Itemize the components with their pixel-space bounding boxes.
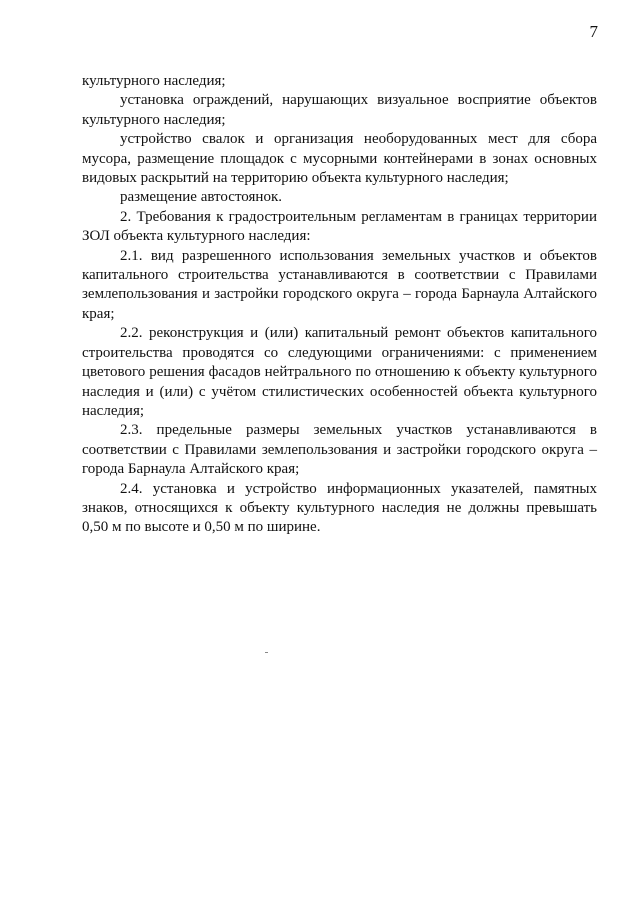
paragraph-dumps: устройство свалок и организация необорудованных мест для сбора мусора, размещение площадок с мусорными контейнерами в зонах основных видовых раскрытий на территорию объекта культурного наследия; bbox=[82, 131, 597, 187]
page-number: 7 bbox=[589, 22, 598, 41]
paragraph-fences: установка ограждений, нарушающих визуальное восприятие объектов культурного наследия; bbox=[82, 92, 597, 128]
section-heading-requirements: 2. Требования к градостроительным регламентам в границах территории ЗОЛ объекта культурного наследия: bbox=[82, 208, 597, 245]
paragraph-continuation: культурного наследия; bbox=[82, 73, 226, 89]
scan-speck bbox=[265, 652, 268, 653]
clause-2-2: 2.2. реконструкция и (или) капитальный ремонт объектов капитального строительства проводятся со следующими ограничениями: с применением цветового решения фасадов нейтрального по отношению к объекту культурного наследия и (или) с учётом стилистических особенностей объекта культурного наследия; bbox=[82, 325, 597, 419]
document-body bbox=[82, 72, 597, 538]
clause-2-3: 2.3. предельные размеры земельных участков устанавливаются в соответствии с Правилами землепользования и застройки городского округа – города Барнаула Алтайского края; bbox=[82, 422, 597, 478]
clause-2-1: 2.1. вид разрешенного использования земельных участков и объектов капитального строительства устанавливаются в соответствии с Правилами землепользования и застройки городского округа – города Барнаула Алтайского края; bbox=[82, 247, 597, 322]
clause-2-4: 2.4. установка и устройство информационных указателей, памятных знаков, относящихся к объекту культурного наследия не должны превышать 0,50 м по высоте и 0,50 м по ширине. bbox=[82, 480, 597, 536]
paragraph-parking: размещение автостоянок. bbox=[120, 189, 282, 206]
